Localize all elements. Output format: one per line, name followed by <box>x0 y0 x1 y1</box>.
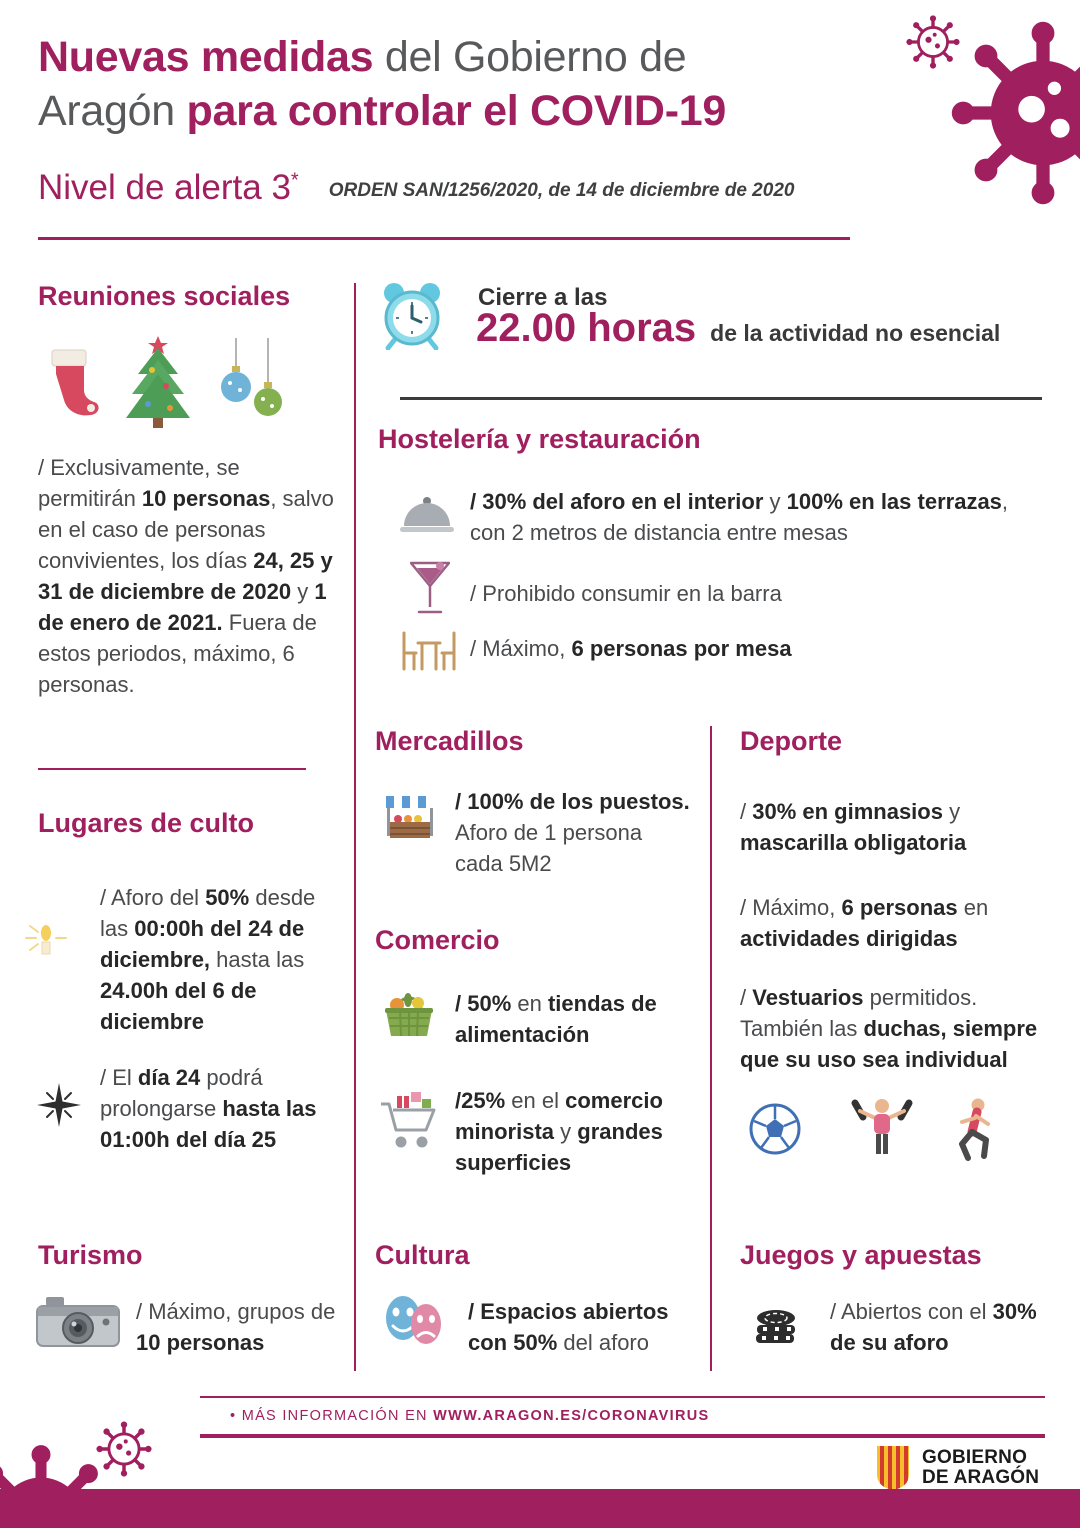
hosteleria-text-3: / Máximo, 6 personas por mesa <box>470 636 792 661</box>
star-icon <box>36 1082 82 1128</box>
grocery-basket-icon <box>381 986 437 1040</box>
page-title <box>38 30 888 138</box>
closing-intro: Cierre a las <box>478 284 608 311</box>
deporte-text-3: / Vestuarios permitidos. También las duchas, siempre que su uso sea individual <box>740 985 1038 1072</box>
title-line-2: Aragón para controlar el COVID-19 <box>38 87 726 135</box>
section-title-cultura: Cultura <box>375 1240 470 1270</box>
section-title-hosteleria: Hostelería y restauración <box>378 424 701 454</box>
section-title-turismo: Turismo <box>38 1240 143 1270</box>
cocktail-icon <box>410 560 450 618</box>
title-line-1: Nuevas medidas del Gobierno de <box>38 33 687 81</box>
juegos-text: / Abiertos con el 30% de su aforo <box>830 1299 1037 1355</box>
christmas-ornaments-icon <box>216 338 290 430</box>
candle-icon <box>24 920 68 956</box>
gobierno-aragon-logo <box>874 1444 1039 1492</box>
camera-icon <box>36 1292 120 1352</box>
closing-time: 22.00 horas <box>476 306 697 350</box>
closing-time-row <box>476 306 1000 351</box>
section-title-reuniones: Reuniones sociales <box>38 281 291 311</box>
section-title-mercadillos: Mercadillos <box>375 726 524 756</box>
running-icon <box>944 1096 1002 1162</box>
left-divider <box>38 768 306 770</box>
header-divider <box>38 237 850 240</box>
market-stall-icon <box>383 792 437 848</box>
poker-chips-icon <box>748 1292 806 1350</box>
shopping-cart-icon <box>379 1090 441 1156</box>
section-title-comercio: Comercio <box>375 925 500 955</box>
hosteleria-text-2: / Prohibido consumir en la barra <box>470 581 782 606</box>
mercadillos-text: / 100% de los puestos. Aforo de 1 persona cada 5M2 <box>455 789 690 876</box>
logo-text: GOBIERNO DE ARAGÓN <box>922 1446 1040 1488</box>
virus-icon <box>948 18 1080 208</box>
alert-level: Nivel de alerta 3* <box>38 168 299 207</box>
turismo-text: / Máximo, grupos de 10 personas <box>136 1299 336 1355</box>
reuniones-text: / Exclusivamente, se permitirán 10 personas, salvo en el caso de personas convivientes, los días 24, 25 y 31 de diciembre de 2020 y 1 de enero de 2021. Fuera de estos periodos, máximo, 6 personas. <box>38 455 334 697</box>
bottom-bar <box>0 1489 1080 1528</box>
comercio-text-1: / 50% en tiendas de alimentación <box>455 991 657 1047</box>
footer-info: • MÁS INFORMACIÓN EN WWW.ARAGON.ES/CORONAVIRUS <box>200 1396 1045 1438</box>
order-reference: ORDEN SAN/1256/2020, de 14 de diciembre de 2020 <box>328 180 795 201</box>
comercio-text-2: /25% en el comercio minorista y grandes superficies <box>455 1088 663 1175</box>
theater-masks-icon <box>381 1292 447 1350</box>
section-title-deporte: Deporte <box>740 726 843 756</box>
culto-text-2: / El día 24 podrá prolongarse hasta las 01:00h del día 25 <box>100 1065 317 1152</box>
vertical-divider-right <box>710 726 712 1371</box>
culto-text-1: / Aforo del 50% desde las 00:00h del 24 de diciembre, hasta las 24.00h del 6 de diciembre <box>100 885 316 1034</box>
cultura-text: / Espacios abiertos con 50% del aforo <box>468 1299 669 1355</box>
section-title-juegos: Juegos y apuestas <box>740 1240 982 1270</box>
closing-divider <box>400 397 1042 400</box>
vertical-divider-left <box>354 283 356 1371</box>
christmas-stocking-icon <box>40 344 100 430</box>
christmas-icons-row <box>40 334 290 430</box>
christmas-tree-icon <box>118 334 198 430</box>
alarm-clock-icon <box>380 280 444 350</box>
weightlifting-icon <box>848 1094 916 1160</box>
table-chairs-icon <box>398 627 460 673</box>
serving-dome-icon <box>400 492 454 540</box>
section-title-culto: Lugares de culto <box>38 808 255 838</box>
soccer-ball-icon <box>748 1102 802 1156</box>
deporte-text-2: / Máximo, 6 personas en actividades dirigidas <box>740 895 989 951</box>
hosteleria-text-1: / 30% del aforo en el interior y 100% en las terrazas, con 2 metros de distancia entre mesas <box>470 489 1009 545</box>
aragon-shield-icon <box>874 1444 912 1492</box>
deporte-text-1: / 30% en gimnasios y mascarilla obligatoria <box>740 799 967 855</box>
closing-suffix: de la actividad no esencial <box>710 320 1001 346</box>
alert-row <box>38 168 794 208</box>
